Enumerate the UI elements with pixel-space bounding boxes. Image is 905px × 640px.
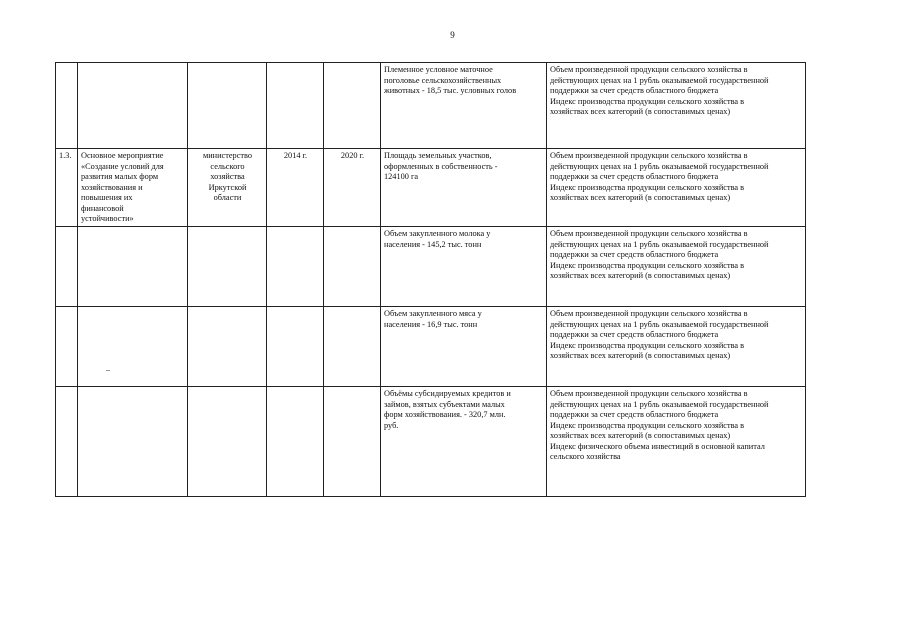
text-line: хозяйствах всех категорий (в сопоставимых ценах) — [550, 107, 731, 116]
text-line: Объем произведенной продукции сельского хозяйства в — [550, 65, 748, 74]
cell-targets — [547, 307, 806, 387]
text-line: сельского хозяйства — [550, 452, 621, 461]
text-line: поддержки за счет средств областного бюджета — [550, 86, 719, 95]
text-line: оформленных в собственность - — [384, 161, 498, 171]
cell-executor — [188, 63, 267, 149]
table-row — [56, 387, 806, 497]
cell-executor — [188, 227, 267, 307]
text-line: Объёмы субсидируемых кредитов и — [384, 389, 511, 398]
text-line: действующих ценах на 1 рубль оказываемой государственной — [550, 399, 769, 409]
cell-end-year — [324, 387, 381, 497]
cell-indicator — [381, 227, 547, 307]
text-line: Индекс производства продукции сельского хозяйства в — [550, 420, 745, 430]
program-table — [55, 62, 806, 497]
text-value: 1.3. — [59, 151, 72, 160]
text-line: Объем произведенной продукции сельского хозяйства в — [550, 389, 748, 398]
text-line: хозяйствах всех категорий (в сопоставимых ценах) — [550, 431, 731, 440]
cell-start-year — [267, 63, 324, 149]
cell-event — [78, 63, 188, 149]
text-line: займов, взятых субъектами малых — [384, 399, 505, 409]
text-line: хозяйствах всех категорий (в сопоставимых ценах) — [550, 271, 731, 280]
cell-executor — [188, 307, 267, 387]
text-line: 124100 га — [384, 172, 419, 181]
text-line: хозяйствах всех категорий (в сопоставимых ценах) — [550, 193, 731, 202]
cell-indicator — [381, 63, 547, 149]
cell-targets — [547, 149, 806, 227]
cell-number — [56, 63, 78, 149]
cell-start-year — [267, 149, 324, 227]
cell-event — [78, 387, 188, 497]
text-line: Объем закупленного молока у — [384, 229, 491, 238]
cell-executor — [188, 149, 267, 227]
text-line: поддержки за счет средств областного бюджета — [550, 330, 719, 339]
text-line: поголовье сельскохозяйственных — [384, 75, 502, 85]
text-line: сельского — [210, 161, 245, 171]
text-line: министерство — [202, 151, 253, 160]
text-line: Индекс производства продукции сельского хозяйства в — [550, 260, 745, 270]
cell-event — [78, 227, 188, 307]
text-line: форм хозяйствования. - 320,7 млн. — [384, 410, 506, 419]
cell-number — [56, 227, 78, 307]
cell-end-year — [324, 149, 381, 227]
text-line: Площадь земельных участков, — [384, 151, 492, 160]
text-line: «Создание условий для — [81, 161, 164, 171]
text-line: действующих ценах на 1 рубль оказываемой государственной — [550, 161, 769, 171]
text-line: хозяйства — [210, 172, 245, 181]
cell-end-year — [324, 227, 381, 307]
cell-indicator — [381, 149, 547, 227]
cell-executor — [188, 387, 267, 497]
text-line: устойчивости» — [81, 214, 134, 223]
text-line: области — [213, 193, 242, 202]
page-number: 9 — [450, 30, 455, 40]
cell-end-year — [324, 307, 381, 387]
cell-event — [78, 307, 188, 387]
text-line: действующих ценах на 1 рубль оказываемой государственной — [550, 319, 769, 329]
text-line: поддержки за счет средств областного бюджета — [550, 410, 719, 419]
cell-indicator — [381, 387, 547, 497]
text-line: Объем произведенной продукции сельского хозяйства в — [550, 309, 748, 318]
text-line: финансовой — [81, 203, 124, 213]
cell-end-year — [324, 63, 381, 149]
text-line: Индекс производства продукции сельского хозяйства в — [550, 96, 745, 106]
cell-start-year — [267, 387, 324, 497]
cell-targets — [547, 227, 806, 307]
cell-number — [56, 307, 78, 387]
table-row — [56, 149, 806, 227]
text-value: 2014 г. — [283, 151, 308, 160]
text-line: Объем произведенной продукции сельского хозяйства в — [550, 229, 748, 238]
text-line: действующих ценах на 1 рубль оказываемой государственной — [550, 75, 769, 85]
cell-targets — [547, 387, 806, 497]
table-row — [56, 227, 806, 307]
text-line: руб. — [384, 420, 399, 430]
text-line: повышения их — [81, 193, 133, 202]
text-line: Основное мероприятие — [81, 151, 164, 160]
text-line: хозяйствах всех категорий (в сопоставимых ценах) — [550, 351, 731, 360]
stray-mark — [106, 370, 110, 371]
cell-number — [56, 387, 78, 497]
text-line: Объем произведенной продукции сельского хозяйства в — [550, 151, 748, 160]
text-line: животных - 18,5 тыс. условных голов — [384, 86, 517, 95]
cell-start-year — [267, 307, 324, 387]
text-line: хозяйствования и — [81, 182, 143, 192]
cell-targets — [547, 63, 806, 149]
text-line: Племенное условное маточное — [384, 65, 493, 74]
table-row — [56, 63, 806, 149]
cell-event — [78, 149, 188, 227]
text-line: развития малых форм — [81, 172, 159, 181]
text-line: поддержки за счет средств областного бюджета — [550, 250, 719, 259]
text-line: Объем закупленного мяса у — [384, 309, 482, 318]
text-line: действующих ценах на 1 рубль оказываемой государственной — [550, 239, 769, 249]
text-line: Индекс физического объема инвестиций в основной капитал — [550, 441, 765, 451]
text-line: Индекс производства продукции сельского хозяйства в — [550, 340, 745, 350]
cell-start-year — [267, 227, 324, 307]
table-row — [56, 307, 806, 387]
text-line: Иркутской — [208, 182, 247, 192]
text-line: Индекс производства продукции сельского хозяйства в — [550, 182, 745, 192]
text-line: населения - 145,2 тыс. тонн — [384, 239, 482, 249]
text-value: 2020 г. — [340, 151, 365, 160]
cell-indicator — [381, 307, 547, 387]
text-line: населения - 16,9 тыс. тонн — [384, 319, 478, 329]
cell-number — [56, 149, 78, 227]
text-line: поддержки за счет средств областного бюджета — [550, 172, 719, 181]
